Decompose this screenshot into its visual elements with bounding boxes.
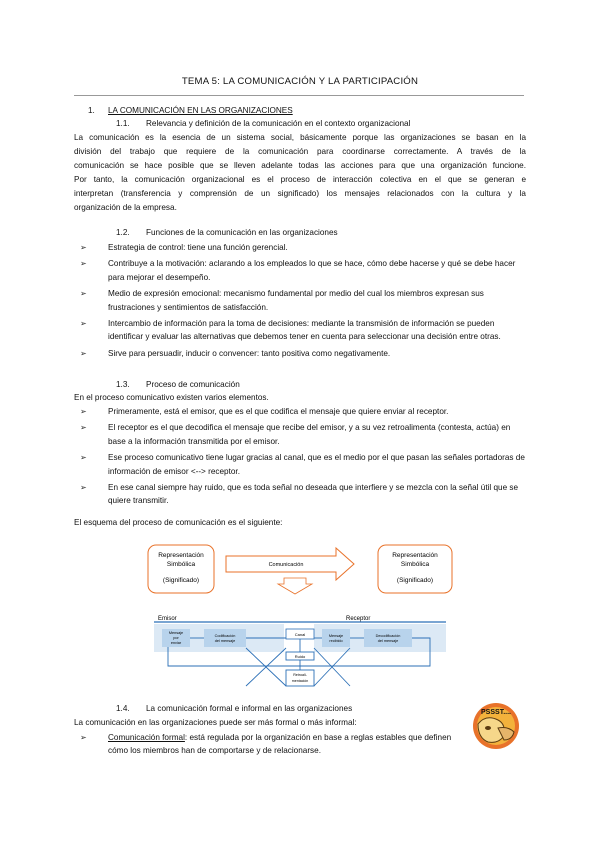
arrow-bullet-icon: ➢ [80,243,87,252]
arrow-bullet-icon: ➢ [80,483,87,493]
arrow-bullet-icon: ➢ [80,319,87,329]
svg-text:por: por [173,636,179,640]
list-item: ➢ Comunicación formal: está regulada por la organización en base a reglas estables que definen cómo los miembros han de comportarse y de relacionarse. [80,733,452,756]
functions-list [74,241,526,363]
paragraph-line: división del trabajo que requiere de la comunicación para coordinarse correctamente. A través de la [74,147,526,157]
section-number: 1. [88,106,95,115]
svg-text:Canal: Canal [294,632,306,637]
list-item: ➢ Intercambio de información para la toma de decisiones: mediante la transmisión de información se pueden identificar y evaluar las alternativas que debemos tener en cuenta para seleccionar una decisión entre otras. [80,319,501,342]
left-box-line: Representación [158,552,204,559]
page-title: TEMA 5: LA COMUNICACIÓN Y LA PARTICIPACIÓN [181,76,419,87]
list-item: ➢ Medio de expresión emocional: mecanismo fundamental por medio del cual los miembros expresan sus frustraciones y sentimientos de satisfacción. [80,289,484,312]
paragraph-line: organización de la empresa. [74,203,177,213]
encoding-box [204,629,246,647]
list-item: ➢ Estrategia de control: tiene una función gerencial. [74,241,526,254]
title-divider [74,95,524,96]
subsection-label: Relevancia y definición de la comunicación en el contexto organizacional [146,119,411,128]
subsection-1-3-heading [116,378,240,392]
svg-text:mentación: mentación [291,679,309,683]
subsection-number: 1.4. [116,704,130,713]
subsection-number: 1.2. [116,228,130,237]
section-label: LA COMUNICACIÓN EN LAS ORGANIZACIONES [108,106,293,115]
arrow-bullet-icon: ➢ [80,453,87,463]
right-box-line: Representación [392,552,438,559]
arrow-bullet-icon: ➢ [80,348,87,358]
schema-intro: El esquema del proceso de comunicación es el siguiente: [74,518,283,527]
list-item: ➢ El receptor es el que decodifica el mensaje que recibe del emisor, y a su vez retroalimenta (contesta, actúa) en base a la información transmitida por el emisor. [80,423,511,446]
message-received-box [322,629,350,647]
subsection-1-1-heading [116,117,410,131]
list-item: ➢ Ese proceso comunicativo tiene lugar gracias al canal, que es el medio por el que pasan las señales portadoras de información de emisor <--> receptor. [80,453,525,476]
svg-text:Mensaje: Mensaje [328,634,344,638]
arrow-bullet-icon: ➢ [80,423,87,433]
arrow-bullet-icon: ➢ [80,289,87,299]
arrow-bullet-icon: ➢ [80,407,87,416]
left-box-line: (Significado) [162,577,200,584]
paragraph-line: interpretan (transferencia y comprensión de un significado) los mensajes relacionados con la cultura y la [74,189,526,199]
subsection-label: La comunicación formal e informal en las organizaciones [146,704,353,713]
list-item: ➢ Sirve para persuadir, inducir o convencer: tanto positiva como negativamente. [74,347,526,360]
right-box-line: Simbólica [400,561,430,568]
decoding-box [364,629,412,647]
communication-process-diagram [146,542,454,694]
svg-text:del mensaje: del mensaje [377,639,399,643]
process-list [74,405,526,511]
paragraph-line: comunicación se hace posible que se lleven adelante todas las acciones para que una organización funcione. [74,161,526,171]
svg-text:Codificación: Codificación [214,634,236,638]
process-intro: En el proceso comunicativo existen varios elementos. [74,393,269,402]
right-box-line: (Significado) [396,577,434,584]
subsection-1-2-heading [116,226,338,240]
receptor-label: Receptor [346,616,371,622]
arrow-bullet-icon: ➢ [80,259,87,269]
list-item: ➢ En ese canal siempre hay ruido, que es toda señal no deseada que interfiere y se mezcla con la señal útil que se quiere transmitir. [80,483,519,506]
section-1-heading [88,104,293,118]
subsection-label: Funciones de la comunicación en las organizaciones [146,228,338,237]
emisor-label: Emisor [158,616,177,622]
paragraph-1-1 [74,131,526,216]
svg-text:Decodificación: Decodificación [375,634,401,638]
noise-label: Ruido [294,654,306,659]
list-item: ➢ Contribuye a la motivación: aclarando a los empleados lo que se hace, cómo debe hacerse y qué se debe hacer para mejorar el desempeño. [80,259,516,282]
svg-text:Mensaje: Mensaje [168,631,184,635]
formal-list [74,731,466,761]
pssst-comic-icon [468,702,524,750]
svg-text:enviar: enviar [170,641,182,645]
list-item: ➢ Primeramente, está el emisor, que es el que codifica el mensaje que quiere enviar al receptor. [74,405,526,418]
logo-text: PSSST.... [481,709,511,716]
subsection-label: Proceso de comunicación [146,380,240,389]
formal-intro: La comunicación en las organizaciones puede ser más formal o más informal: [74,718,357,727]
svg-text:Retroali-: Retroali- [293,673,307,677]
left-box-line: Simbólica [166,561,196,568]
paragraph-line: Por tanto, la comunicación organizacional es el proceso de interacción colectiva en el que se generan e [74,175,526,185]
subsection-number: 1.3. [116,380,130,389]
subsection-number: 1.1. [116,119,130,128]
down-arrow-icon [278,578,312,594]
svg-text:del mensaje: del mensaje [214,639,236,643]
paragraph-line: La comunicación es la esencia de un sistema social, básicamente porque las organizaciones se basan en la [74,133,526,142]
svg-text:recibido: recibido [329,639,343,643]
arrow-bullet-icon: ➢ [80,733,87,742]
arrow-label: Comunicación [268,562,304,568]
subsection-1-4-heading [116,702,352,716]
